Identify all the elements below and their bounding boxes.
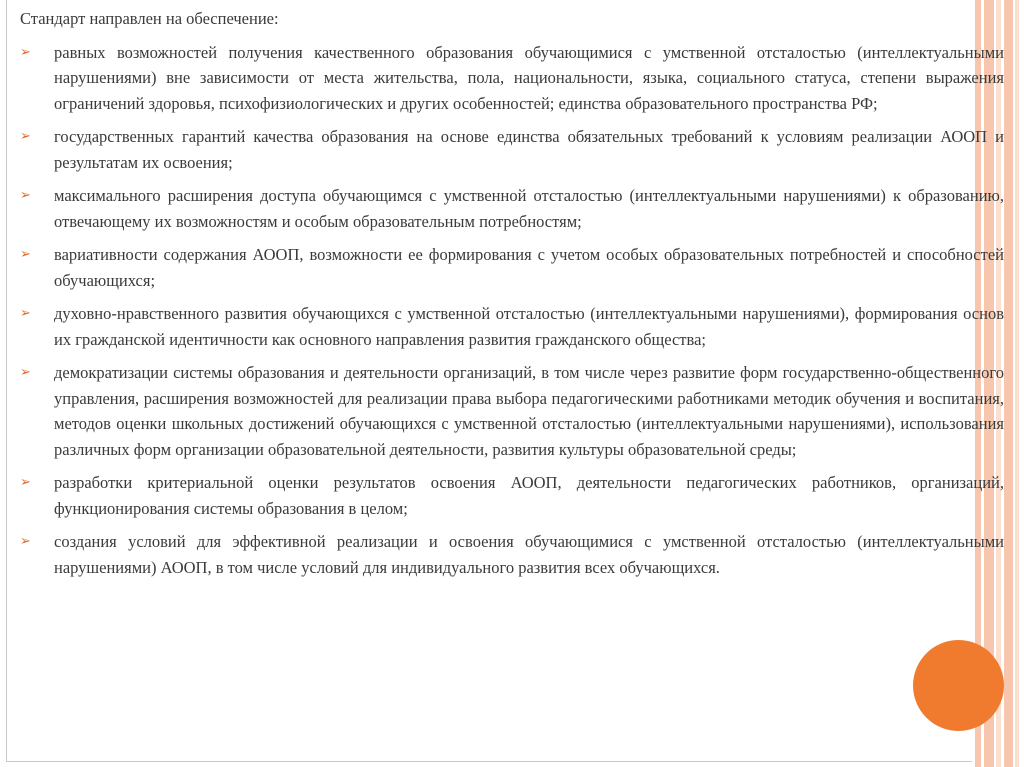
arrow-bullet-icon: ➢ bbox=[20, 475, 31, 490]
list-item bbox=[20, 529, 1004, 580]
arrow-bullet-icon: ➢ bbox=[20, 44, 31, 60]
list-item-text: демократизации системы образования и деятельности организаций, в том числе через развитие форм государственно-общественного управления, расширения возможностей для реализации права выбора педагогическими работниками методик обучения и воспитания, методов оценки школьных достижений обучающихся с умственной отсталостью (интеллектуальными нарушениями), использования различных форм организации образовательной деятельности, развития культуры образовательной среды; bbox=[54, 363, 1004, 459]
arrow-bullet-icon: ➢ bbox=[20, 306, 31, 321]
list-item bbox=[20, 470, 1004, 521]
bullet-list bbox=[20, 40, 1004, 581]
arrow-bullet-icon: ➢ bbox=[20, 188, 31, 203]
accent-circle bbox=[913, 640, 1004, 731]
list-item bbox=[20, 40, 1004, 117]
decorative-stripe bbox=[1015, 0, 1019, 767]
list-item-text: вариативности содержания АООП, возможности ее формирования с учетом особых образовательных потребностей и способностей обучающихся; bbox=[54, 245, 1004, 290]
list-item-text: государственных гарантий качества образования на основе единства обязательных требований к условиям реализации АООП и результатам их освоения; bbox=[54, 127, 1004, 172]
arrow-bullet-icon: ➢ bbox=[20, 365, 31, 380]
list-item-text: создания условий для эффективной реализации и освоения обучающимися с умственной отсталостью (интеллектуальными нарушениями) АООП, в том числе условий для индивидуального развития всех обучающихся. bbox=[54, 532, 1004, 577]
list-item bbox=[20, 242, 1004, 293]
arrow-bullet-icon: ➢ bbox=[20, 534, 31, 549]
slide-content bbox=[20, 6, 1004, 588]
list-item bbox=[20, 183, 1004, 234]
list-item-text: равных возможностей получения качественного образования обучающимися с умственной отсталостью (интеллектуальными нарушениями) вне зависимости от места жительства, пола, национальности, языка, социального статуса, степени выражения ограничений здоровья, психофизиологических и других особенностей; единства образовательного пространства РФ; bbox=[54, 42, 1004, 113]
list-item bbox=[20, 301, 1004, 352]
arrow-bullet-icon: ➢ bbox=[20, 129, 31, 144]
list-item bbox=[20, 124, 1004, 175]
list-item-text: разработки критериальной оценки результатов освоения АООП, деятельности педагогических работников, организаций, функционирования системы образования в целом; bbox=[54, 473, 1004, 518]
list-item-text: духовно-нравственного развития обучающихся с умственной отсталостью (интеллектуальными нарушениями), формирования основ их гражданской идентичности как основного направления развития гражданского общества; bbox=[54, 304, 1004, 349]
list-item-text: максимального расширения доступа обучающимся с умственной отсталостью (интеллектуальными нарушениями) к образованию, отвечающему их возможностям и особым образовательным потребностям; bbox=[54, 186, 1004, 231]
arrow-bullet-icon: ➢ bbox=[20, 247, 31, 262]
intro-text: Стандарт направлен на обеспечение: bbox=[20, 9, 279, 28]
list-item bbox=[20, 360, 1004, 462]
decorative-stripe bbox=[1004, 0, 1013, 767]
